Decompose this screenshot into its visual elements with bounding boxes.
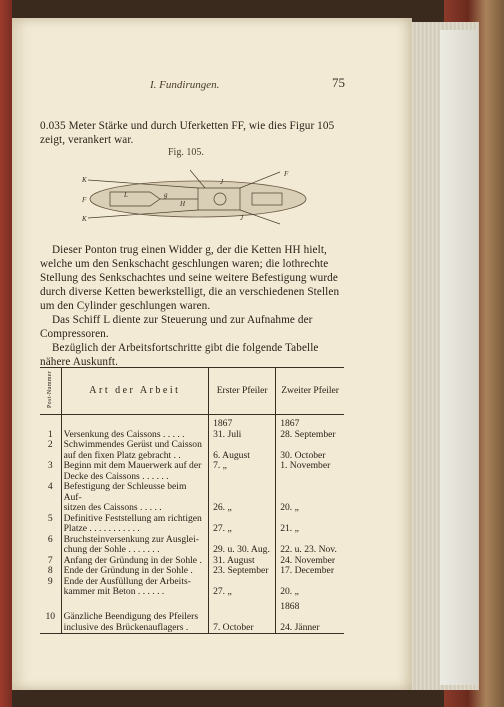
row-number: 4 bbox=[47, 481, 53, 492]
row-work: Ende der Ausfüllung der Arbeits- bbox=[61, 577, 209, 588]
row-number bbox=[40, 587, 61, 598]
row-pier2 bbox=[276, 472, 344, 483]
row-pier2: 21. „ bbox=[276, 524, 344, 535]
row-number bbox=[40, 545, 61, 556]
row-number: 2 bbox=[47, 439, 53, 450]
row-number: 6 bbox=[47, 533, 53, 545]
row-work: chung der Sohle . . . . . . . bbox=[61, 545, 209, 556]
row-pier2: 24. Jänner bbox=[276, 623, 344, 634]
row-work bbox=[61, 598, 209, 613]
row-work: Platze . . . . . . . . . . . bbox=[61, 524, 209, 535]
row-number: 10 bbox=[45, 611, 56, 622]
body-line: um den Cylinder geschlungen waren. bbox=[40, 300, 211, 312]
row-pier1: 6. August bbox=[209, 451, 276, 462]
row-number: 9 bbox=[47, 575, 53, 587]
col-header-work: Art der Arbeit bbox=[61, 368, 209, 415]
body-line: welche um den Senkschacht geschlungen waren; die lothrechte bbox=[40, 258, 329, 270]
mark-J2: J bbox=[240, 214, 244, 222]
row-pier2 bbox=[276, 612, 344, 623]
row-pier2: 24. November bbox=[276, 556, 344, 567]
row-pier1: 31. Juli bbox=[209, 430, 276, 441]
page-number: 75 bbox=[332, 75, 345, 90]
row-work: Anfang der Gründung in der Sohle . bbox=[61, 556, 209, 567]
running-title: I. Fundirungen. bbox=[150, 79, 220, 91]
row-number: 8 bbox=[47, 565, 53, 576]
row-pier1: 1867 bbox=[209, 415, 276, 430]
row-pier1: 26. „ bbox=[209, 503, 276, 514]
row-pier2 bbox=[276, 482, 344, 503]
table-row bbox=[40, 598, 344, 613]
row-work: Definitive Feststellung am richtigen bbox=[61, 514, 209, 525]
table-row bbox=[40, 566, 344, 577]
row-number: 7 bbox=[47, 554, 53, 566]
table-row bbox=[40, 461, 344, 472]
row-pier1 bbox=[209, 612, 276, 623]
row-work: Versenkung des Caissons . . . . . bbox=[61, 430, 209, 441]
table-row bbox=[40, 482, 344, 503]
row-pier1: 29. u. 30. Aug. bbox=[209, 545, 276, 556]
row-work: Ende der Gründung in der Sohle . bbox=[61, 566, 209, 577]
body-line: 0.035 Meter Stärke und durch Uferketten FF, wie dies Figur 105 bbox=[40, 120, 335, 132]
row-work: Bruchsteinversenkung zur Ausglei- bbox=[61, 535, 209, 546]
row-work bbox=[61, 415, 209, 430]
book-cover-edge bbox=[0, 0, 12, 707]
row-pier2: 17. December bbox=[276, 566, 344, 577]
row-work: Decke des Caissons . . . . . . bbox=[61, 472, 209, 483]
table-row bbox=[40, 503, 344, 514]
table-row bbox=[40, 612, 344, 623]
row-pier2: 1. November bbox=[276, 461, 344, 472]
mark-L: L bbox=[124, 191, 128, 199]
row-number bbox=[40, 415, 61, 430]
col-header-pier1: Erster Pfeiler bbox=[209, 368, 276, 415]
mark-K: K bbox=[82, 176, 87, 184]
row-pier1 bbox=[209, 598, 276, 613]
row-number bbox=[40, 503, 61, 514]
pontoon-figure bbox=[80, 166, 310, 228]
row-pier1 bbox=[209, 482, 276, 503]
body-line: Das Schiff L diente zur Steuerung und zur Aufnahme der bbox=[52, 314, 313, 326]
table-body bbox=[40, 415, 344, 634]
body-line: nähere Auskunft. bbox=[40, 356, 119, 368]
row-pier2: 28. September bbox=[276, 430, 344, 441]
row-work: Beginn mit dem Mauerwerk auf der bbox=[61, 461, 209, 472]
body-line: Stellung des Senkschachtes und seine weitere Befestigung wurde bbox=[40, 272, 338, 284]
table-row bbox=[40, 545, 344, 556]
row-pier2: 1867 bbox=[276, 415, 344, 430]
row-pier2: 30. October bbox=[276, 451, 344, 462]
page-edges-light bbox=[440, 30, 478, 685]
col-header-pier2: Zweiter Pfeiler bbox=[276, 368, 344, 415]
body-line: Bezüglich der Arbeitsfortschritte gibt die folgende Tabelle bbox=[52, 342, 319, 354]
table-row bbox=[40, 415, 344, 430]
body-line: Dieser Ponton trug einen Widder g, der die Ketten HH hielt, bbox=[52, 244, 327, 256]
row-pier1 bbox=[209, 472, 276, 483]
row-work: sitzen des Caissons . . . . . bbox=[61, 503, 209, 514]
table-row bbox=[40, 587, 344, 598]
mark-H: H bbox=[180, 200, 186, 208]
row-number bbox=[40, 524, 61, 535]
row-pier1: 23. September bbox=[209, 566, 276, 577]
row-pier2: 20. „ bbox=[276, 587, 344, 598]
row-pier1: 27. „ bbox=[209, 524, 276, 535]
row-number: 3 bbox=[47, 460, 53, 471]
row-pier2: 20. „ bbox=[276, 503, 344, 514]
mark-J: J bbox=[220, 178, 224, 186]
row-number bbox=[40, 623, 61, 634]
col-header-number: Post-Nummer bbox=[40, 368, 61, 415]
table-row bbox=[40, 440, 344, 451]
row-pier2: 1868 bbox=[276, 598, 344, 613]
mark-g: g bbox=[164, 191, 168, 199]
body-line: zeigt, verankert war. bbox=[40, 134, 134, 146]
row-work: Befestigung der Schleusse beim Auf- bbox=[61, 482, 209, 503]
body-line: Compressoren. bbox=[40, 328, 109, 340]
row-work: Gänzliche Beendigung des Pfeilers bbox=[61, 612, 209, 623]
row-pier1: 7. October bbox=[209, 623, 276, 634]
row-pier1 bbox=[209, 440, 276, 451]
row-pier2: 22. u. 23. Nov. bbox=[276, 545, 344, 556]
figure-caption: Fig. 105. bbox=[168, 147, 204, 158]
row-pier1: 27. „ bbox=[209, 587, 276, 598]
progress-table bbox=[40, 367, 344, 634]
row-number bbox=[40, 598, 61, 613]
row-number: 1 bbox=[47, 428, 53, 440]
row-work: kammer mit Beton . . . . . . bbox=[61, 587, 209, 598]
body-line: durch diverse Ketten bewerkstelligt, die an verschiedenen Stellen bbox=[40, 286, 340, 298]
row-work: auf den fixen Platz gebracht . . bbox=[61, 451, 209, 462]
row-pier2 bbox=[276, 440, 344, 451]
mark-K2: K bbox=[82, 215, 87, 223]
table-row bbox=[40, 524, 344, 535]
row-work: inclusive des Brückenauflagers . bbox=[61, 623, 209, 634]
table-row bbox=[40, 623, 344, 634]
mark-F: F bbox=[82, 196, 87, 204]
row-pier1: 7. „ bbox=[209, 461, 276, 472]
row-pier1: 31. August bbox=[209, 556, 276, 567]
mark-F2: F bbox=[284, 170, 289, 178]
row-number: 5 bbox=[47, 512, 53, 524]
row-work: Schwimmendes Gerüst und Caisson bbox=[61, 440, 209, 451]
